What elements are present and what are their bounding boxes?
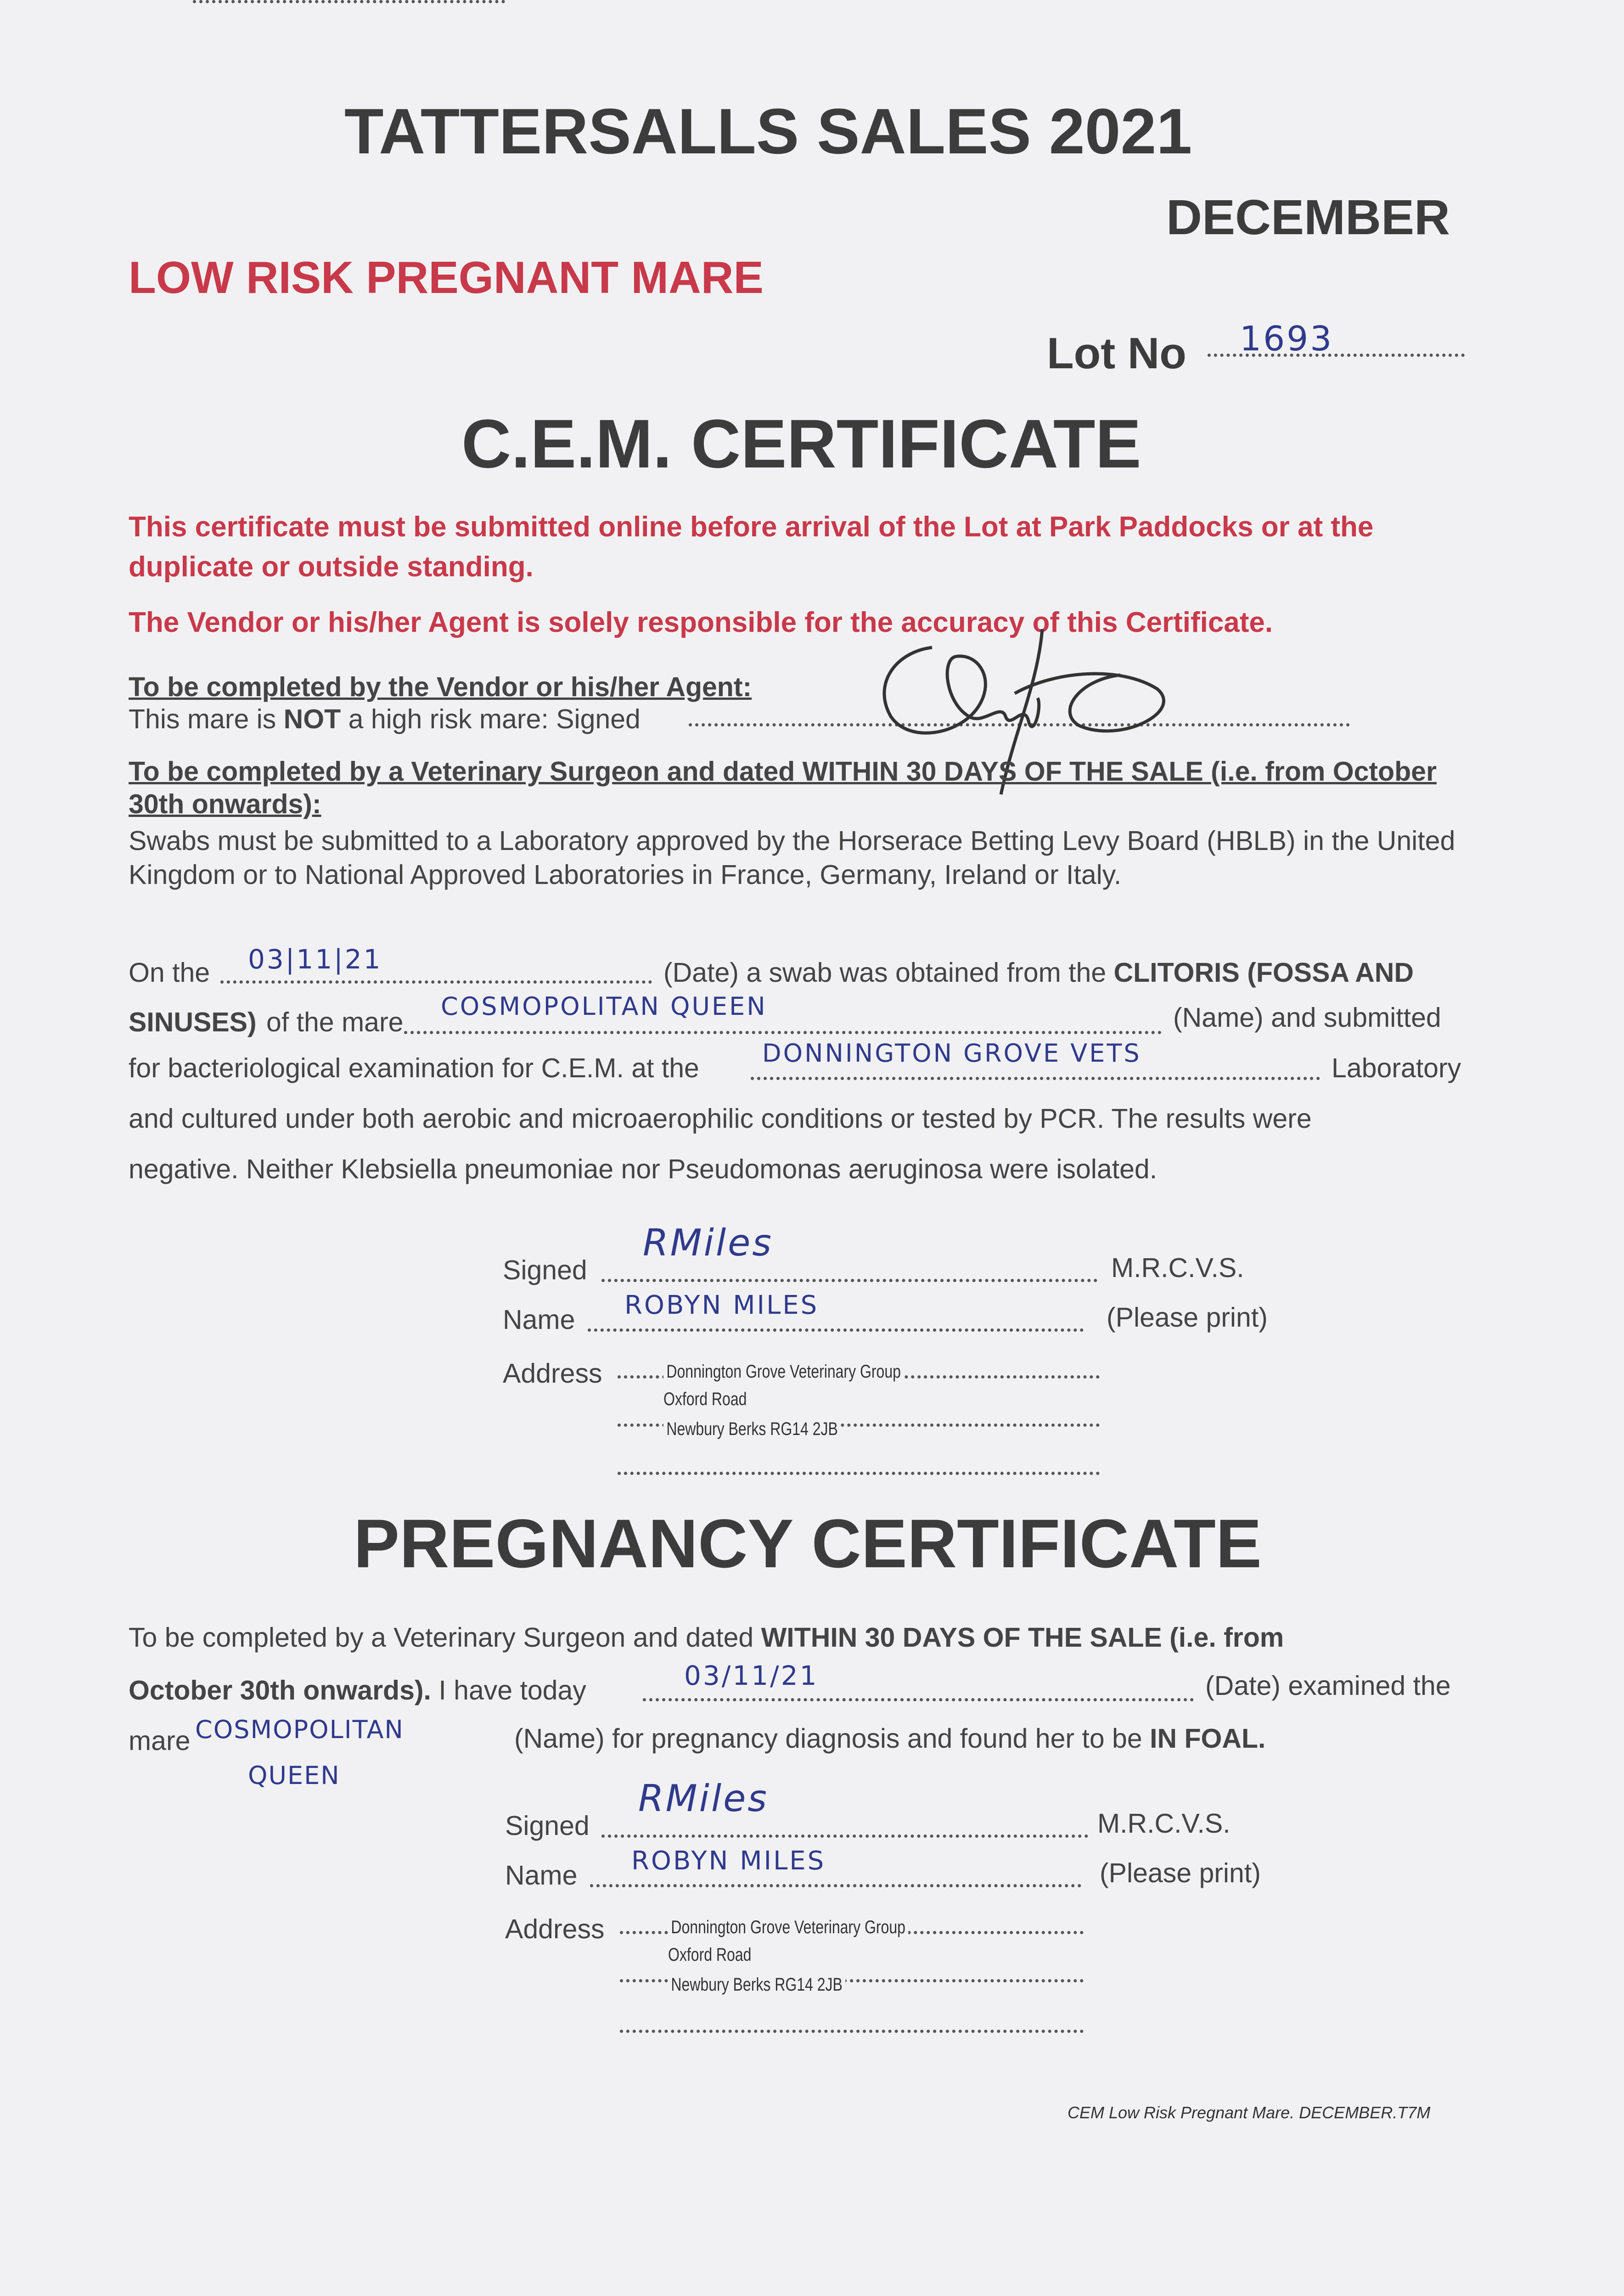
pregnancy-mare-name-2: QUEEN [248,1761,340,1790]
negative-result-text: negative. Neither Klebsiella pneumoniae nor Pseudomonas aeruginosa were isolated. [129,1154,1158,1184]
bacteriological-label: for bacteriological examination for C.E.M. at the [129,1053,699,1083]
form-code: CEM Low Risk Pregnant Mare. DECEMBER.T7M [1068,2103,1431,2122]
name-submitted-label: (Name) and submitted [1173,1002,1441,1033]
lot-number: 1693 [1240,319,1334,359]
cem-date-suffix: (Date) a swab was obtained from the CLITORIS (FOSSA AND [663,957,1414,988]
vet-heading: To be completed by a Veterinary Surgeon and dated WITHIN 30 DAYS OF THE SALE (i.e. from October 30th onwards): [129,756,1437,819]
pregnancy-date-suffix: (Date) examined the [1205,1671,1451,1701]
pregnancy-mare-name-1: COSMOPOLITAN [195,1715,404,1744]
pregnancy-address-label: Address [505,1914,605,1944]
vendor-line: This mare is NOT a high risk mare: Signed [129,704,641,734]
vendor-heading: To be completed by the Vendor or his/her Agent: [129,672,752,702]
cem-title: C.E.M. CERTIFICATE [461,405,1141,482]
pregnancy-name-label: Name [505,1860,578,1891]
laboratory-label: Laboratory [1332,1053,1461,1083]
cem-name-label: Name [503,1305,575,1335]
cem-lab-line [751,1077,1320,1080]
pregnancy-date: 03/11/21 [684,1660,819,1691]
cem-vet-signature: RMiles [643,1221,773,1264]
cem-address-3: Newbury Berks RG14 2JB [663,1419,841,1440]
cem-mare-name-line [404,1031,1162,1034]
cem-vet-name: ROBYN MILES [624,1290,819,1320]
pregnancy-mare-label: mare [129,1726,191,1756]
cem-mare-name: COSMOPOLITAN QUEEN [441,992,767,1021]
cem-address-line-3 [618,1472,1100,1475]
lot-label: Lot No [1047,329,1186,378]
pregnancy-vet-name: ROBYN MILES [631,1846,826,1876]
pregnancy-signed-label: Signed [505,1811,590,1841]
pregnancy-address-3: Newbury Berks RG14 2JB [668,1975,845,1995]
pregnancy-mrcvs-label: M.R.C.V.S. [1097,1808,1231,1839]
cem-mrcvs-label: M.R.C.V.S. [1111,1253,1244,1283]
cem-name-line [588,1328,1084,1332]
cultured-text: and cultured under both aerobic and microaerophilic conditions or tested by PCR. The results were [129,1103,1312,1134]
cem-date: 03|11|21 [248,944,382,975]
of-the-mare-label: of the mare [266,1007,404,1037]
cem-address-label: Address [503,1358,602,1389]
cem-date-line [220,980,652,984]
cem-notice-responsibility: The Vendor or his/her Agent is solely responsible for the accuracy of this Certificate. [129,607,1273,638]
cem-signed-line [601,1279,1097,1282]
on-the-label: On the [129,957,210,988]
sale-month: DECEMBER [1166,189,1450,245]
pregnancy-address-line-3 [620,2030,1084,2033]
page-title: TATTERSALLS SALES 2021 [344,95,1192,167]
pregnancy-date-line [643,1698,1194,1701]
pregnancy-line-1: To be completed by a Veterinary Surgeon and dated WITHIN 30 DAYS OF THE SALE (i.e. from [129,1622,1284,1653]
cem-signed-label: Signed [503,1255,587,1285]
pregnancy-name-line [590,1884,1081,1887]
cem-please-print: (Please print) [1107,1302,1268,1333]
pregnancy-line-2: October 30th onwards). I have today [129,1675,586,1705]
pregnancy-please-print: (Please print) [1100,1858,1261,1888]
pregnancy-address-1: Donnington Grove Veterinary Group [668,1917,908,1938]
pregnancy-title: PREGNANCY CERTIFICATE [354,1505,1262,1582]
swab-instructions: Swabs must be submitted to a Laboratory approved by the Horserace Betting Levy Board (HBLB) in the United Kingdom or to National Approved Laboratories in France, Germany, Ireland or Italy. [129,826,1455,890]
cem-address-2: Oxford Road [663,1389,747,1409]
sinuses-label: SINUSES) [129,1007,257,1037]
cem-address-1: Donnington Grove Veterinary Group [663,1362,904,1382]
pregnancy-found-text: (Name) for pregnancy diagnosis and found her to be IN FOAL. [514,1723,1266,1754]
pregnancy-signed-line [601,1835,1088,1838]
cem-laboratory: DONNINGTON GROVE VETS [762,1039,1141,1068]
mare-category: LOW RISK PREGNANT MARE [129,252,764,303]
cem-notice-online: This certificate must be submitted online before arrival of the Lot at Park Paddocks or at the duplicate or outside standing. [129,511,1374,583]
pregnancy-mare-line [193,0,505,3]
pregnancy-address-2: Oxford Road [668,1945,752,1965]
pregnancy-vet-signature: RMiles [638,1777,769,1820]
